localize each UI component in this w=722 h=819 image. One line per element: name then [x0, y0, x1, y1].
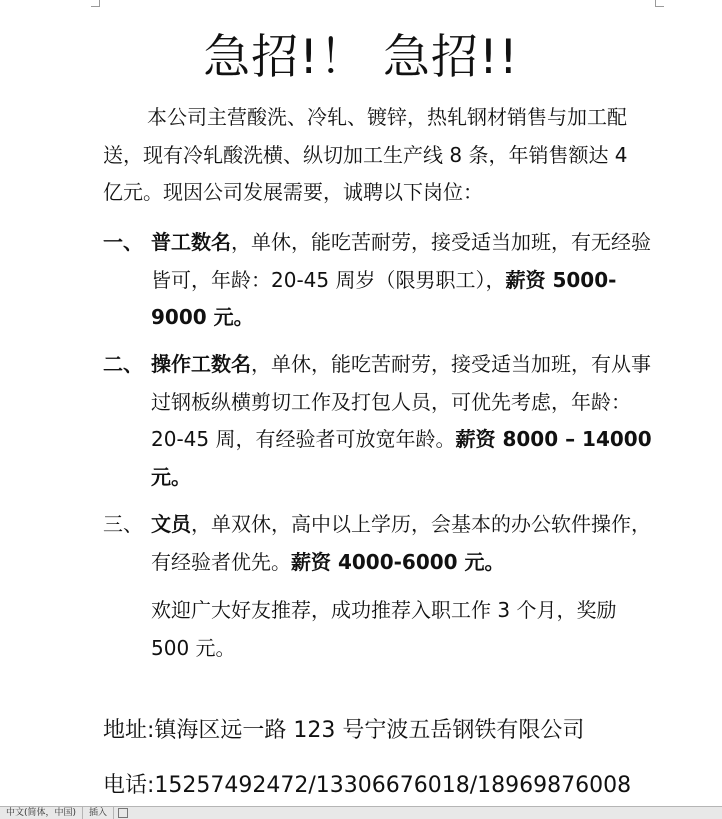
position-salary: 薪资 5000-9000 元。 — [151, 267, 617, 329]
position-desc: ，单双休，高中以上学历，会基本的办公软件操作，有经验者优先。 — [151, 512, 651, 574]
position-body — [151, 224, 656, 337]
page-corner-mark-left — [91, 0, 100, 7]
language-status[interactable]: 中文(简体，中国) — [0, 807, 83, 819]
position-salary: 薪资 8000 – 14000 元。 — [151, 427, 652, 489]
position-number: 二、 — [103, 352, 143, 376]
intro-paragraph: 本公司主营酸洗、冷轧、镀锌，热轧钢材销售与加工配送，现有冷轧酸洗横、纵切加工生产线 8 条，年销售额达 4 亿元。现因公司发展需要，诚聘以下岗位： — [103, 105, 628, 204]
address-line: 地址:镇海区远一路 123 号宁波五岳钢铁有限公司 — [103, 718, 585, 743]
position-name: 文员 — [151, 512, 191, 536]
position-salary: 薪资 4000-6000 元。 — [291, 549, 505, 574]
page-corner-mark-right — [655, 0, 664, 7]
position-item-3 — [103, 506, 656, 581]
position-desc: ，单休，能吃苦耐劳，接受适当加班，有无经验皆可，年龄：20-45 周岁（限男职工）， — [151, 230, 651, 292]
insert-mode-status[interactable]: 插入 — [83, 807, 114, 819]
position-name: 普工数名 — [151, 230, 231, 254]
position-name: 操作工数名 — [151, 352, 251, 376]
page-title: 急招!！ 急招!! — [203, 30, 519, 85]
position-item-2 — [103, 346, 656, 496]
position-body — [151, 506, 656, 581]
status-bar — [0, 806, 722, 819]
position-number: 三、 — [103, 512, 143, 536]
position-body — [151, 346, 656, 496]
referral-paragraph: 欢迎广大好友推荐，成功推荐入职工作 3 个月，奖励 500 元。 — [151, 598, 617, 660]
position-number: 一、 — [103, 230, 143, 254]
macro-record-icon[interactable] — [118, 808, 128, 818]
phone-line: 电话:15257492472/13306676018/18969876008 — [103, 773, 632, 798]
position-item-1 — [103, 224, 656, 337]
position-desc: ，单休，能吃苦耐劳，接受适当加班，有从事过钢板纵横剪切工作及打包人员，可优先考虑，年龄：20-45 周，有经验者可放宽年龄。 — [151, 352, 651, 451]
